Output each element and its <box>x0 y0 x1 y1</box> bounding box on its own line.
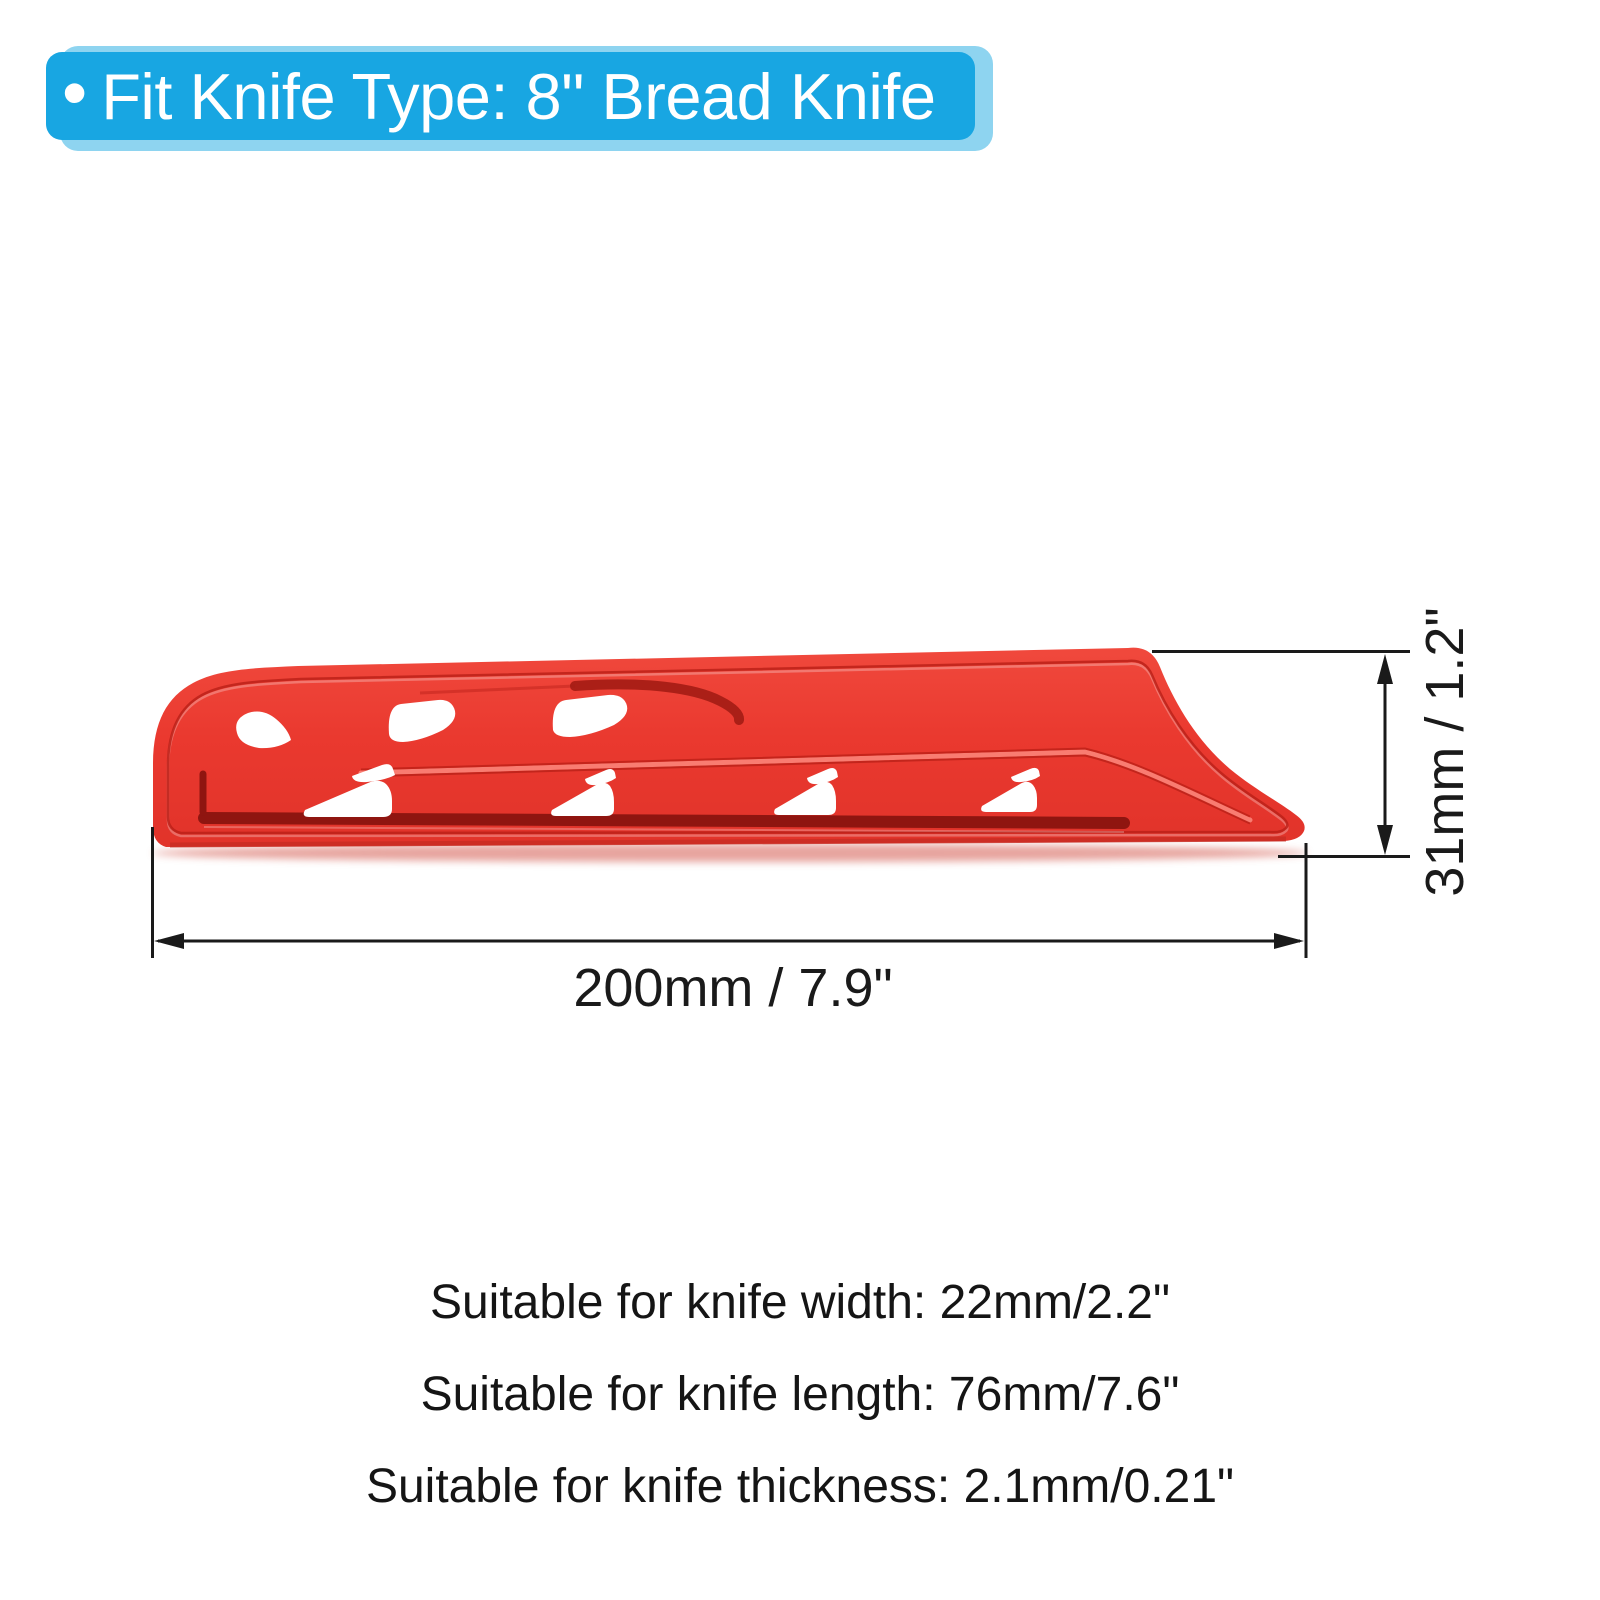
length-label: 200mm / 7.9" <box>573 958 893 1018</box>
spec-list <box>0 1257 1600 1533</box>
arrow-up-icon <box>1377 654 1393 684</box>
arrow-left-icon <box>154 933 184 949</box>
spec-line-thickness: Suitable for knife thickness: 2.1mm/0.21" <box>365 1460 1235 1513</box>
banner-label: Fit Knife Type: 8" Bread Knife <box>101 59 936 133</box>
knife-sheath-illustration <box>153 648 1305 847</box>
spec-line-length: Suitable for knife length: 76mm/7.6" <box>420 1368 1180 1421</box>
fit-knife-banner: • Fit Knife Type: 8" Bread Knife <box>46 52 975 140</box>
sheath-shadow <box>152 844 1308 862</box>
arrow-right-icon <box>1274 933 1304 949</box>
spec-line-width: Suitable for knife width: 22mm/2.2" <box>429 1276 1171 1329</box>
arrow-down-icon <box>1377 825 1393 855</box>
height-label: 31mm / 1.2" <box>1415 607 1475 897</box>
